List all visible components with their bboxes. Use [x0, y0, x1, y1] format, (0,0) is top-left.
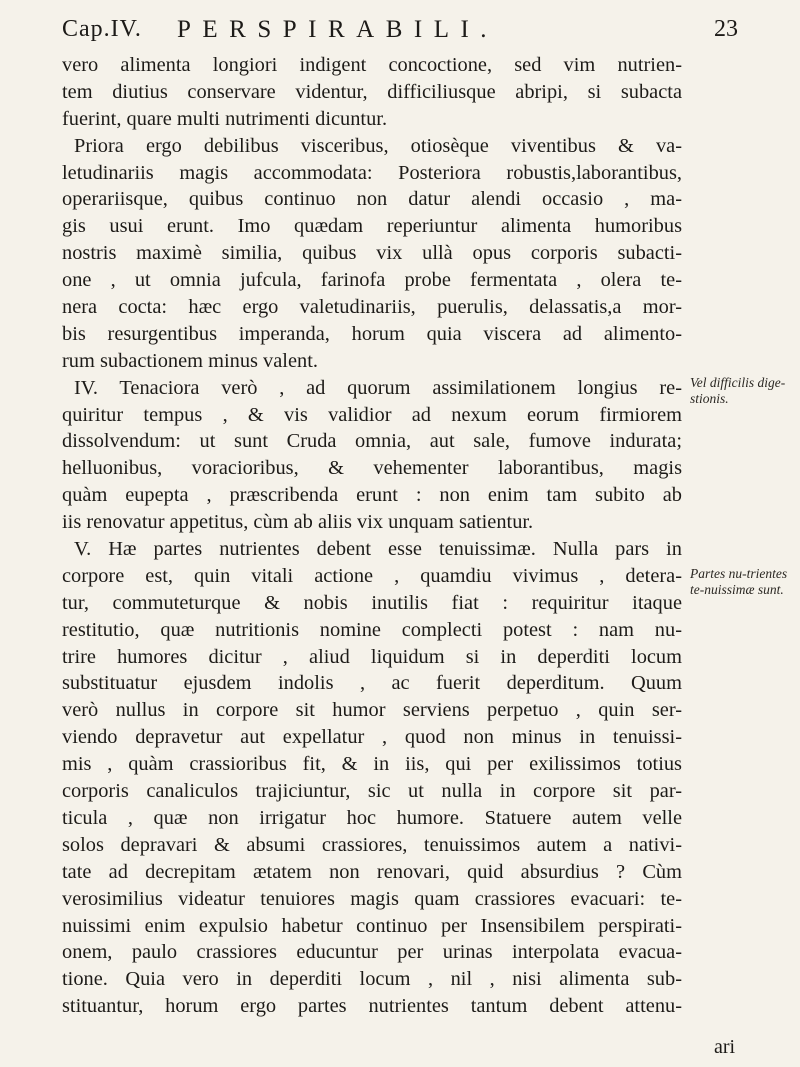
text-line: trire humores dicitur , aliud liquidum si in deperditi locum: [62, 645, 682, 668]
text-line: solos depravari & absumi crassiores, tenuissimos autem a nativi-: [62, 833, 682, 856]
chapter-label: Cap.IV.: [62, 16, 142, 42]
catchword: ari: [714, 1036, 736, 1058]
text-line: V. Hæ partes nutrientes debent esse tenuissimæ. Nulla pars in: [74, 538, 682, 561]
marginal-note: Vel difficilis dige-stionis.: [690, 375, 786, 406]
text-line: viendo depravetur aut expellatur , quod non minus in tenuissi-: [62, 726, 682, 749]
text-line: verò nullus in corpore sit humor serviens perpetuo , quin ser-: [62, 699, 682, 722]
text-line: operariisque, quibus continuo non datur alendi occasio , ma-: [62, 188, 682, 211]
text-line: nuissimi enim expulsio habetur continuo per Insensibilem perspirati-: [62, 914, 682, 937]
text-line: fuerint, quare multi nutrimenti dicuntur.: [62, 107, 388, 130]
text-line: letudinariis magis accommodata: Posteriora robustis,laborantibus,: [62, 161, 682, 184]
text-line: Priora ergo debilibus visceribus, otiosèque viventibus & va-: [74, 134, 682, 157]
text-line: gis usui erunt. Imo quædam reperiuntur alimenta humoribus: [62, 215, 682, 238]
text-line: tione. Quia vero in deperditi locum , nil , nisi alimenta sub-: [62, 968, 682, 991]
text-line: vero alimenta longiori indigent concoctione, sed vim nutrien-: [62, 54, 682, 76]
text-line: nostris maximè similia, quibus vix ullà opus corporis subacti-: [62, 242, 682, 265]
text-line: nera cocta: hæc ergo valetudinariis, puerulis, delassatis,a mor-: [62, 296, 682, 319]
text-line: stituantur, horum ergo partes nutrientes tantum debent attenu-: [62, 995, 682, 1018]
text-line: ticula , quæ non irrigatur hoc humore. Statuere autem velle: [62, 806, 682, 829]
text-line: substituatur ejusdem indolis , ac fuerit deperditum. Quum: [62, 672, 682, 695]
text-line: mis , quàm crassioribus fit, & in iis, qui per exilissimos totius: [62, 753, 682, 776]
text-line: verosimilius videatur tenuiores magis quam crassiores evacuari: te-: [62, 887, 682, 910]
text-line: corporis canaliculos trajiciuntur, sic ut nulla in corpore sit par-: [62, 780, 682, 803]
text-line: dissolvendum: ut sunt Cruda omnia, aut sale, fumove indurata;: [62, 430, 682, 453]
text-line: corpore est, quin vitali actione , quamdiu vivimus , detera-: [62, 564, 682, 587]
page-title: PERSPIRABILI.: [177, 16, 499, 43]
text-line: iis renovatur appetitus, cùm ab aliis vix unquam satientur.: [62, 511, 534, 534]
running-head: [62, 16, 738, 50]
text-line: onem, paulo crassiores educuntur per urinas interpolata evacua-: [62, 941, 682, 964]
text-line: tate ad decrepitam ætatem non renovari, quid absurdius ? Cùm: [62, 860, 682, 883]
text-line: restitutio, quæ nutritionis nomine complecti potest : nam nu-: [62, 618, 682, 641]
text-line: one , ut omnia jufcula, farinofa probe fermentata , olera te-: [62, 269, 682, 292]
text-line: IV. Tenaciora verò , ad quorum assimilationem longius re-: [74, 376, 682, 399]
text-line: tem diutius conservare videntur, difficiliusque abripi, si subacta: [62, 80, 682, 103]
marginal-note: Partes nu-trientes te-nuissimæ sunt.: [690, 566, 788, 597]
text-line: quiritur tempus , & vis validior ad nexum eorum firmiorem: [62, 403, 682, 426]
page-number: 23: [714, 16, 738, 42]
text-line: quàm eupepta , præscribenda erunt : non enim tam subito ab: [62, 484, 682, 507]
text-line: rum subactionem minus valent.: [62, 349, 318, 372]
body-text: [62, 52, 682, 1020]
text-line: helluonibus, voracioribus, & vehementer laborantibus, magis: [62, 457, 682, 480]
text-line: bis resurgentibus imperanda, horum quia viscera ad alimento-: [62, 322, 682, 345]
text-line: tur, commuteturque & nobis inutilis fiat : requiritur itaque: [62, 591, 682, 614]
